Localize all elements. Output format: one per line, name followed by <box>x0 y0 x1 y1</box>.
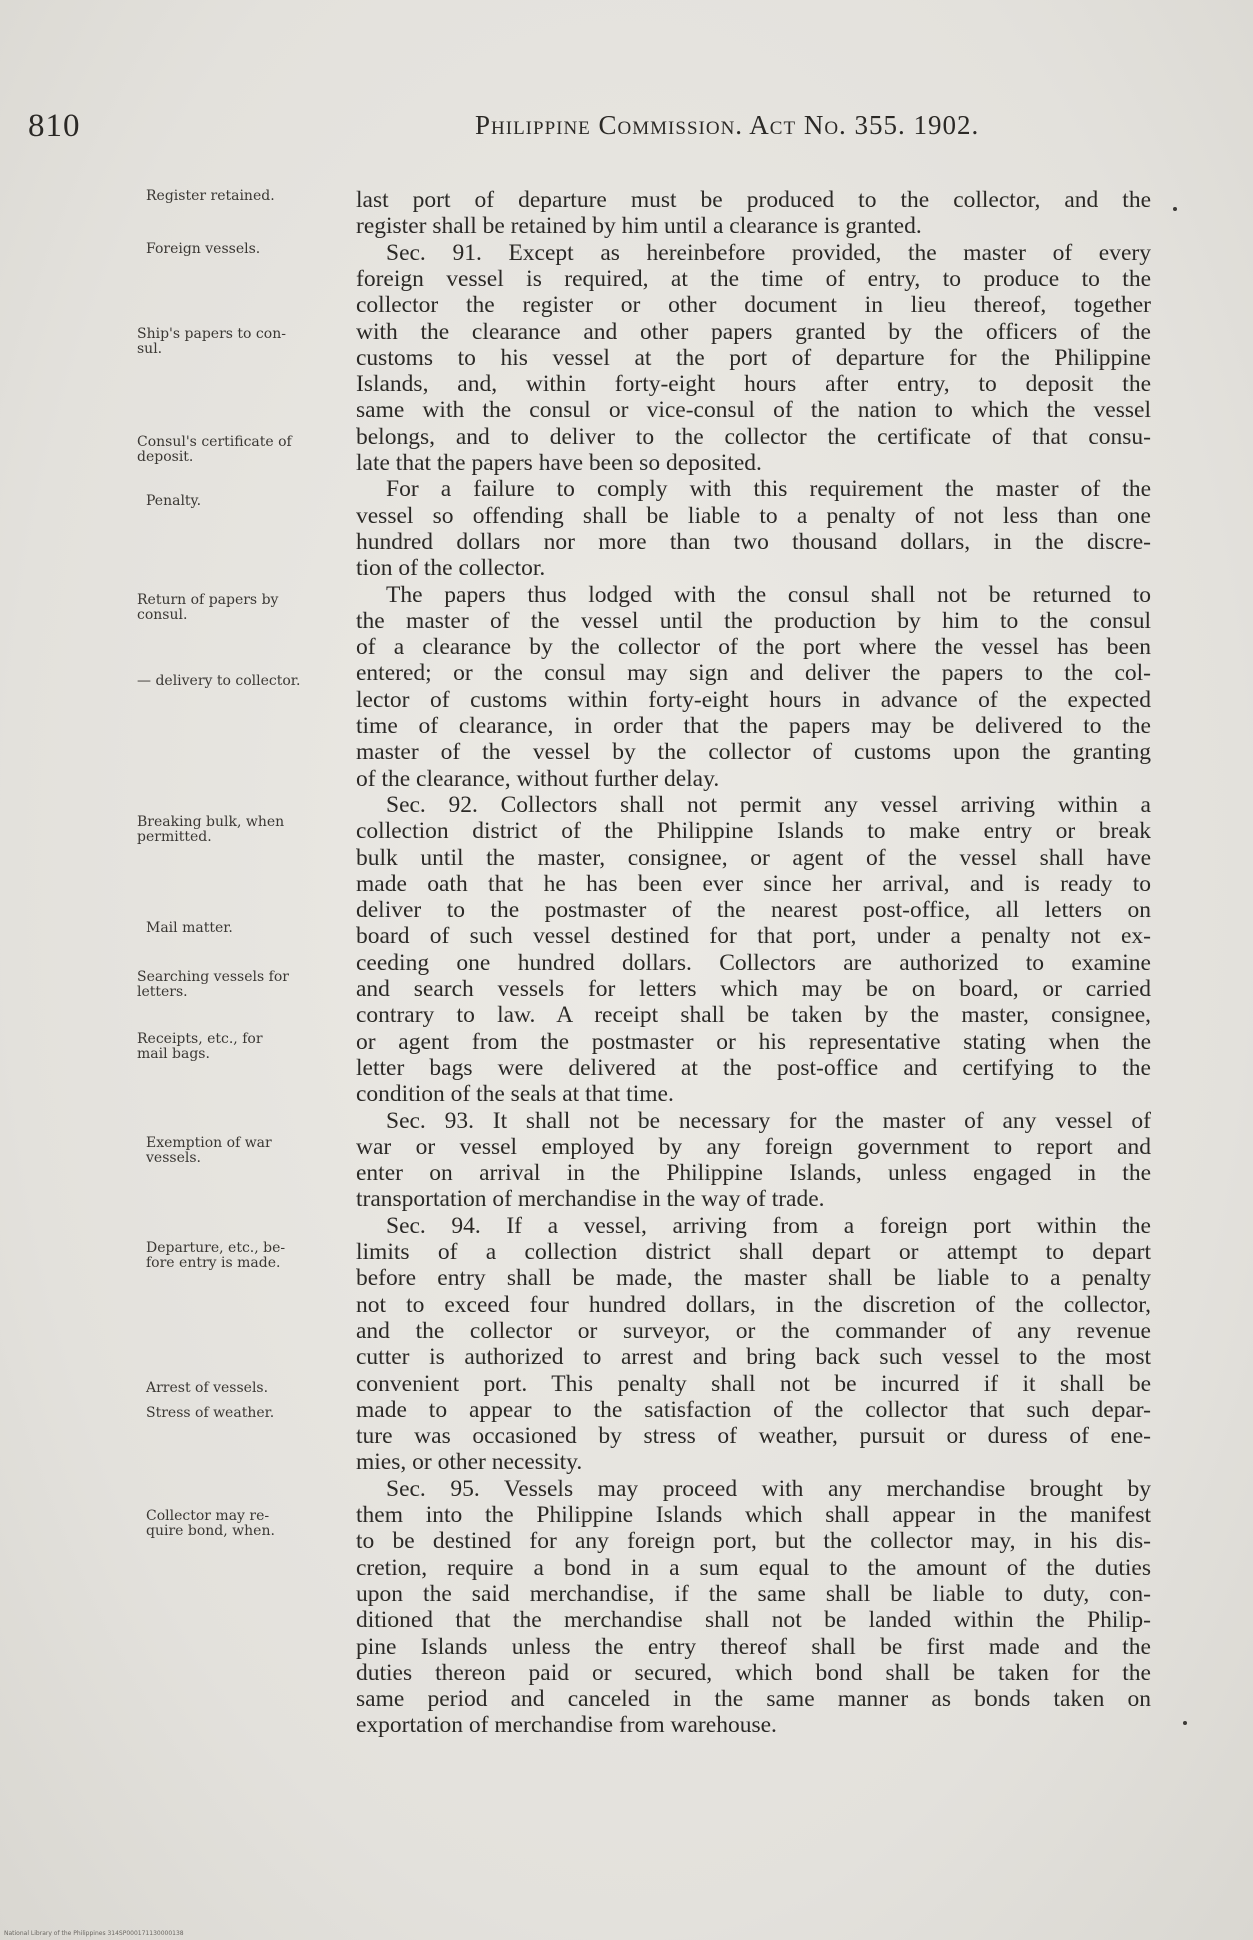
text-line: lector of customs within forty-eight hours in advance of the expected <box>356 686 1151 713</box>
text-line: and search vessels for letters which may be on board, or carried <box>356 976 1151 1002</box>
margin-notes <box>0 0 360 1940</box>
text-line: master of the vessel by the collector of customs upon the granting <box>356 739 1151 766</box>
text-line: war or vessel employed by any foreign government to report and <box>356 1133 1151 1160</box>
text-line: limits of a collection district shall depart or attempt to depart <box>356 1239 1151 1265</box>
margin-note: Breaking bulk, when permitted. <box>137 814 285 845</box>
text-line: vessel so offending shall be liable to a penalty of not less than one <box>356 502 1151 529</box>
text-line: of a clearance by the collector of the port where the vessel has been <box>356 634 1151 661</box>
margin-note: Exemption of war vessels. <box>146 1135 272 1166</box>
margin-note: Departure, etc., be- fore entry is made. <box>146 1240 286 1271</box>
text-line: foreign vessel is required, at the time of entry, to produce to the <box>356 265 1151 292</box>
margin-note: Receipts, etc., for mail bags. <box>137 1031 263 1062</box>
text-line: them into the Philippine Islands which shall appear in the manifest <box>356 1502 1151 1528</box>
text-line: hundred dollars nor more than two thousand dollars, in the discre- <box>356 528 1151 555</box>
page-number: 810 <box>28 108 81 144</box>
text-line: board of such vessel destined for that port, under a penalty not ex- <box>356 923 1151 950</box>
text-line: Sec. 92. Collectors shall not permit any vessel arriving within a <box>386 791 1151 818</box>
text-line: with the clearance and other papers granted by the officers of the <box>356 318 1151 345</box>
text-line: same with the consul or vice-consul of the nation to which the vessel <box>356 397 1151 424</box>
margin-note: Arrest of vessels. <box>146 1380 269 1396</box>
text-line: Islands, and, within forty-eight hours after entry, to deposit the <box>356 371 1151 398</box>
text-line: made oath that he has been ever since her arrival, and is ready to <box>356 870 1151 897</box>
text-line: collector the register or other document in lieu thereof, together <box>356 292 1151 319</box>
text-line: of the clearance, without further delay. <box>356 765 720 792</box>
margin-note: — delivery to collector. <box>137 673 301 689</box>
text-line: enter on arrival in the Philippine Islands, unless engaged in the <box>356 1160 1151 1187</box>
page-speck <box>1173 207 1177 211</box>
text-line: Sec. 95. Vessels may proceed with any merchandise brought by <box>386 1475 1151 1502</box>
text-line: letter bags were delivered at the post-office and certifying to the <box>356 1054 1151 1081</box>
text-line: condition of the seals at that time. <box>356 1081 674 1108</box>
text-line: convenient port. This penalty shall not be incurred if it shall be <box>356 1370 1151 1397</box>
text-line: duties thereon paid or secured, which bond shall be taken for the <box>356 1659 1151 1686</box>
text-line: not to exceed four hundred dollars, in the discretion of the collector, <box>356 1291 1151 1318</box>
text-line: contrary to law. A receipt shall be taken by the master, consignee, <box>356 1002 1151 1029</box>
text-line: ceeding one hundred dollars. Collectors are authorized to examine <box>356 949 1151 976</box>
margin-note: Searching vessels for letters. <box>137 969 289 1000</box>
text-line: cretion, require a bond in a sum equal to the amount of the duties <box>356 1554 1151 1581</box>
text-line: register shall be retained by him until a clearance is granted. <box>356 213 922 240</box>
text-line: the master of the vessel until the production by him to the consul <box>356 607 1151 634</box>
text-line: same period and canceled in the same manner as bonds taken on <box>356 1686 1151 1713</box>
text-line: and the collector or surveyor, or the commander of any revenue <box>356 1317 1151 1344</box>
text-line: upon the said merchandise, if the same shall be liable to duty, con- <box>356 1580 1151 1607</box>
text-line: The papers thus lodged with the consul shall not be returned to <box>386 581 1151 608</box>
text-line: exportation of merchandise from warehouse. <box>356 1712 777 1739</box>
margin-note: Foreign vessels. <box>146 241 261 257</box>
margin-note: Mail matter. <box>146 920 233 936</box>
text-line: Sec. 94. If a vessel, arriving from a foreign port within the <box>386 1212 1151 1239</box>
margin-note: Ship's papers to con- sul. <box>137 326 286 357</box>
text-line: pine Islands unless the entry thereof shall be first made and the <box>356 1633 1151 1660</box>
margin-note: Register retained. <box>146 188 275 204</box>
text-line: time of clearance, in order that the papers may be delivered to the <box>356 713 1151 739</box>
text-line: mies, or other necessity. <box>356 1449 583 1476</box>
text-line: Sec. 93. It shall not be necessary for the master of any vessel of <box>386 1107 1151 1134</box>
text-line: transportation of merchandise in the way of trade. <box>356 1186 825 1213</box>
text-line: before entry shall be made, the master shall be liable to a penalty <box>356 1265 1151 1292</box>
margin-note: Stress of weather. <box>146 1405 275 1421</box>
text-line: ditioned that the merchandise shall not be landed within the Philip- <box>356 1607 1151 1634</box>
text-line: made to appear to the satisfaction of the collector that such depar- <box>356 1396 1151 1423</box>
footer-credit: National Library of the Philippines 314SP000171130000138 <box>4 1930 184 1937</box>
margin-note: Collector may re- quire bond, when. <box>146 1508 275 1539</box>
running-title: Philippine Commission. Act No. 355. 1902. <box>475 110 980 140</box>
text-line: late that the papers have been so deposited. <box>356 450 762 476</box>
text-line: belongs, and to deliver to the collector the certificate of that consu- <box>356 423 1151 450</box>
text-line: deliver to the postmaster of the nearest post-office, all letters on <box>356 897 1151 924</box>
page-speck <box>1183 1721 1187 1725</box>
margin-note: Penalty. <box>146 493 202 509</box>
text-line: Sec. 91. Except as hereinbefore provided, the master of every <box>386 239 1151 266</box>
text-line: ture was occasioned by stress of weather, pursuit or duress of ene- <box>356 1423 1151 1450</box>
text-line: collection district of the Philippine Islands to make entry or break <box>356 818 1151 845</box>
text-line: customs to his vessel at the port of departure for the Philippine <box>356 344 1151 371</box>
text-line: For a failure to comply with this requirement the master of the <box>386 476 1151 503</box>
margin-note: Return of papers by consul. <box>137 592 279 623</box>
text-line: entered; or the consul may sign and deliver the papers to the col- <box>356 660 1151 687</box>
text-line: cutter is authorized to arrest and bring back such vessel to the most <box>356 1344 1151 1371</box>
text-line: to be destined for any foreign port, but the collector may, in his dis- <box>356 1528 1151 1555</box>
text-line: last port of departure must be produced to the collector, and the <box>356 187 1151 213</box>
text-line: or agent from the postmaster or his representative stating when the <box>356 1028 1151 1055</box>
margin-note: Consul's certificate of deposit. <box>137 434 292 465</box>
text-line: bulk until the master, consignee, or agent of the vessel shall have <box>356 844 1151 871</box>
text-line: tion of the collector. <box>356 555 546 582</box>
